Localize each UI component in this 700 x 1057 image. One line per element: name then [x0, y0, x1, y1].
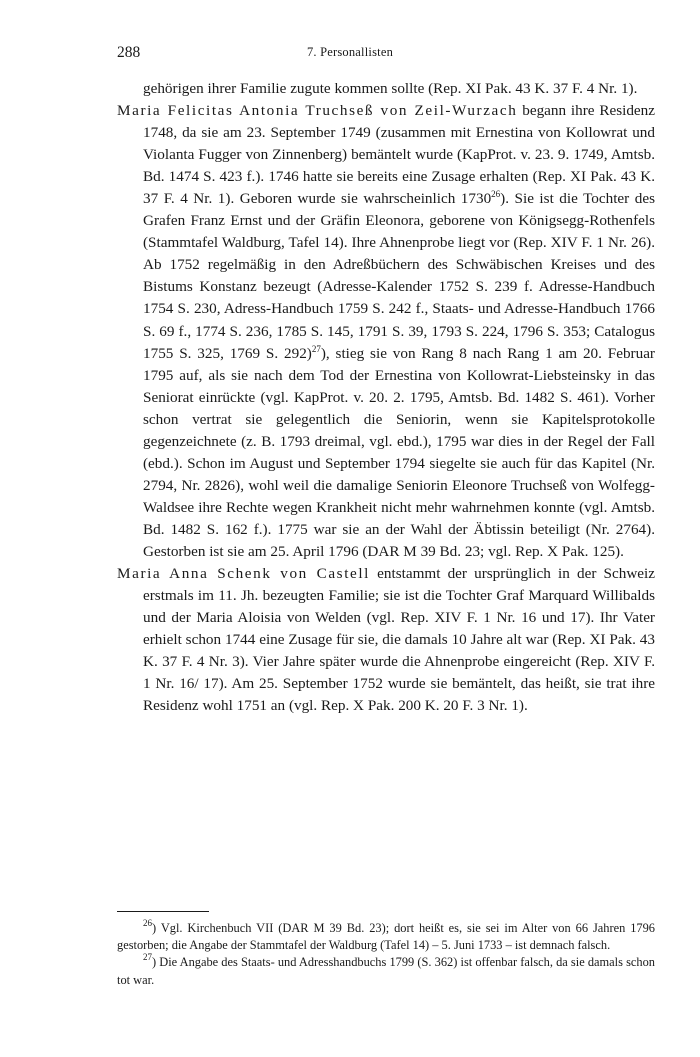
footnote-26: $^{26}$) Vgl. Kirchenbuch VII (DAR M 39 Bd. 23); dort heißt es, sie sei im Alter von 66 Jahren 1796 gestorben; die Angabe der Stammtafel der Waldburg (Tafel 14) – 5. Juni 1733 – ist demnach falsch. [117, 918, 655, 953]
entry-schenk-von-castell: Maria Anna Schenk von Castell entstammt der ursprünglich in der Schweiz erstmals im 11. Jh. bezeugten Familie; sie ist die Tochter Graf Marquard Willibalds und der Maria Aloisia von Welden (vgl. Rep. XIV F. 1 Nr. 16 und 17). Ihr Vater erhielt schon 1744 eine Zusage für sie, die damals 10 Jahre alt war (Rep. XI Pak. 43 K. 37 F. 4 Nr. 3). Vier Jahre später wurde die Ahnenprobe eingereicht (Rep. XIV F. 1 Nr. 16/ 17). Am 25. September 1752 wurde sie bemäntelt, das heißt, sie trat ihre Residenz wohl 1751 an (vgl. Rep. X Pak. 200 K. 20 F. 3 Nr. 1). [117, 565, 655, 715]
footnotes [117, 920, 655, 989]
footnote-27: $^{27}$) Die Angabe des Staats- und Adresshandbuchs 1799 (S. 362) ist offenbar falsch, da sie damals schon tot war. [117, 952, 655, 987]
page-number: 288 [117, 44, 141, 61]
footnote-ref-26[interactable]: 26 [491, 189, 501, 200]
entry-continuation: gehörigen ihrer Familie zugute kommen sollte (Rep. XI Pak. 43 K. 37 F. 4 Nr. 1). [143, 80, 638, 97]
entry-name: Maria Anna Schenk von Castell [117, 565, 370, 583]
entry-name: Maria Felicitas Antonia Truchseß von Zeil-Wurzach [117, 102, 518, 120]
running-title: 7. Personallisten [306, 45, 394, 59]
main-text [117, 78, 655, 717]
footnote-ref-27[interactable]: 27 [311, 343, 321, 354]
entry-truchsess: Maria Felicitas Antonia Truchseß von Zeil-Wurzach begann ihre Residenz 1748, da sie am 23. September 1749 (zusammen mit Ernestina von Kollowrat und Violanta Fugger von Zinnenberg) bemäntelt wurde (KapProt. v. 23. 9. 1749, Amtsb. Bd. 1474 S. 423 f.). 1746 hatte sie bereits eine Zusage erhalten (Rep. XI Pak. 43 K. 37 F. 4 Nr. 1). Geboren wurde sie wahrscheinlich 1730$^{26}$). Sie ist die Tochter des Grafen Franz Ernst und der Gräfin Eleonora, geborene von Königsegg-Rothenfels (Stammtafel Waldburg, Tafel 14). Ihre Ahnenprobe liegt vor (Rep. XIV F. 1 Nr. 26). Ab 1752 regelmäßig in den Adreßbüchern des Schwäbischen Kreises und des Bistums Konstanz bezeugt (Adresse-Kalender 1752 S. 239 f. Adresse-Handbuch 1754 S. 230, Adress-Handbuch 1759 S. 242 f., Staats- und Adresse-Handbuch 1766 S. 69 f., 1774 S. 236, 1785 S. 145, 1791 S. 39, 1793 S. 224, 1796 S. 353; Catalogus 1755 S. 325, 1769 S. 292)$^{27}$), stieg sie von Rang 8 nach Rang 1 am 20. Februar 1795 auf, als sie nach dem Tod der Ernestina von Kollowrat-Liebsteinsky in das Seniorat einrückte (vgl. KapProt. v. 20. 2. 1795, Amtsb. Bd. 1482 S. 461). Vorher schon vertrat sie gelegentlich die Seniorin, wenn sie Kapitelsprotokolle gegenzeichnete (z. B. 1793 dreimal, vgl. ebd.), 1795 war dies in der Regel der Fall (ebd.). Schon im August und September 1794 siegelte sie auch für das Kapitel (Nr. 2794, Nr. 2826), wohl weil die damalige Seniorin Eleonore Truchseß von Wolfegg-Waldsee ihre Rechte wegen Krankheit nicht mehr wahrnehmen konnte (vgl. Amtsb. Bd. 1482 S. 162 f.). 1775 war sie an der Wahl der Äbtissin beteiligt (Nr. 2764). Gestorben ist sie am 25. April 1796 (DAR M 39 Bd. 23; vgl. Rep. X Pak. 125). [117, 102, 655, 560]
footnote-divider [117, 911, 209, 912]
